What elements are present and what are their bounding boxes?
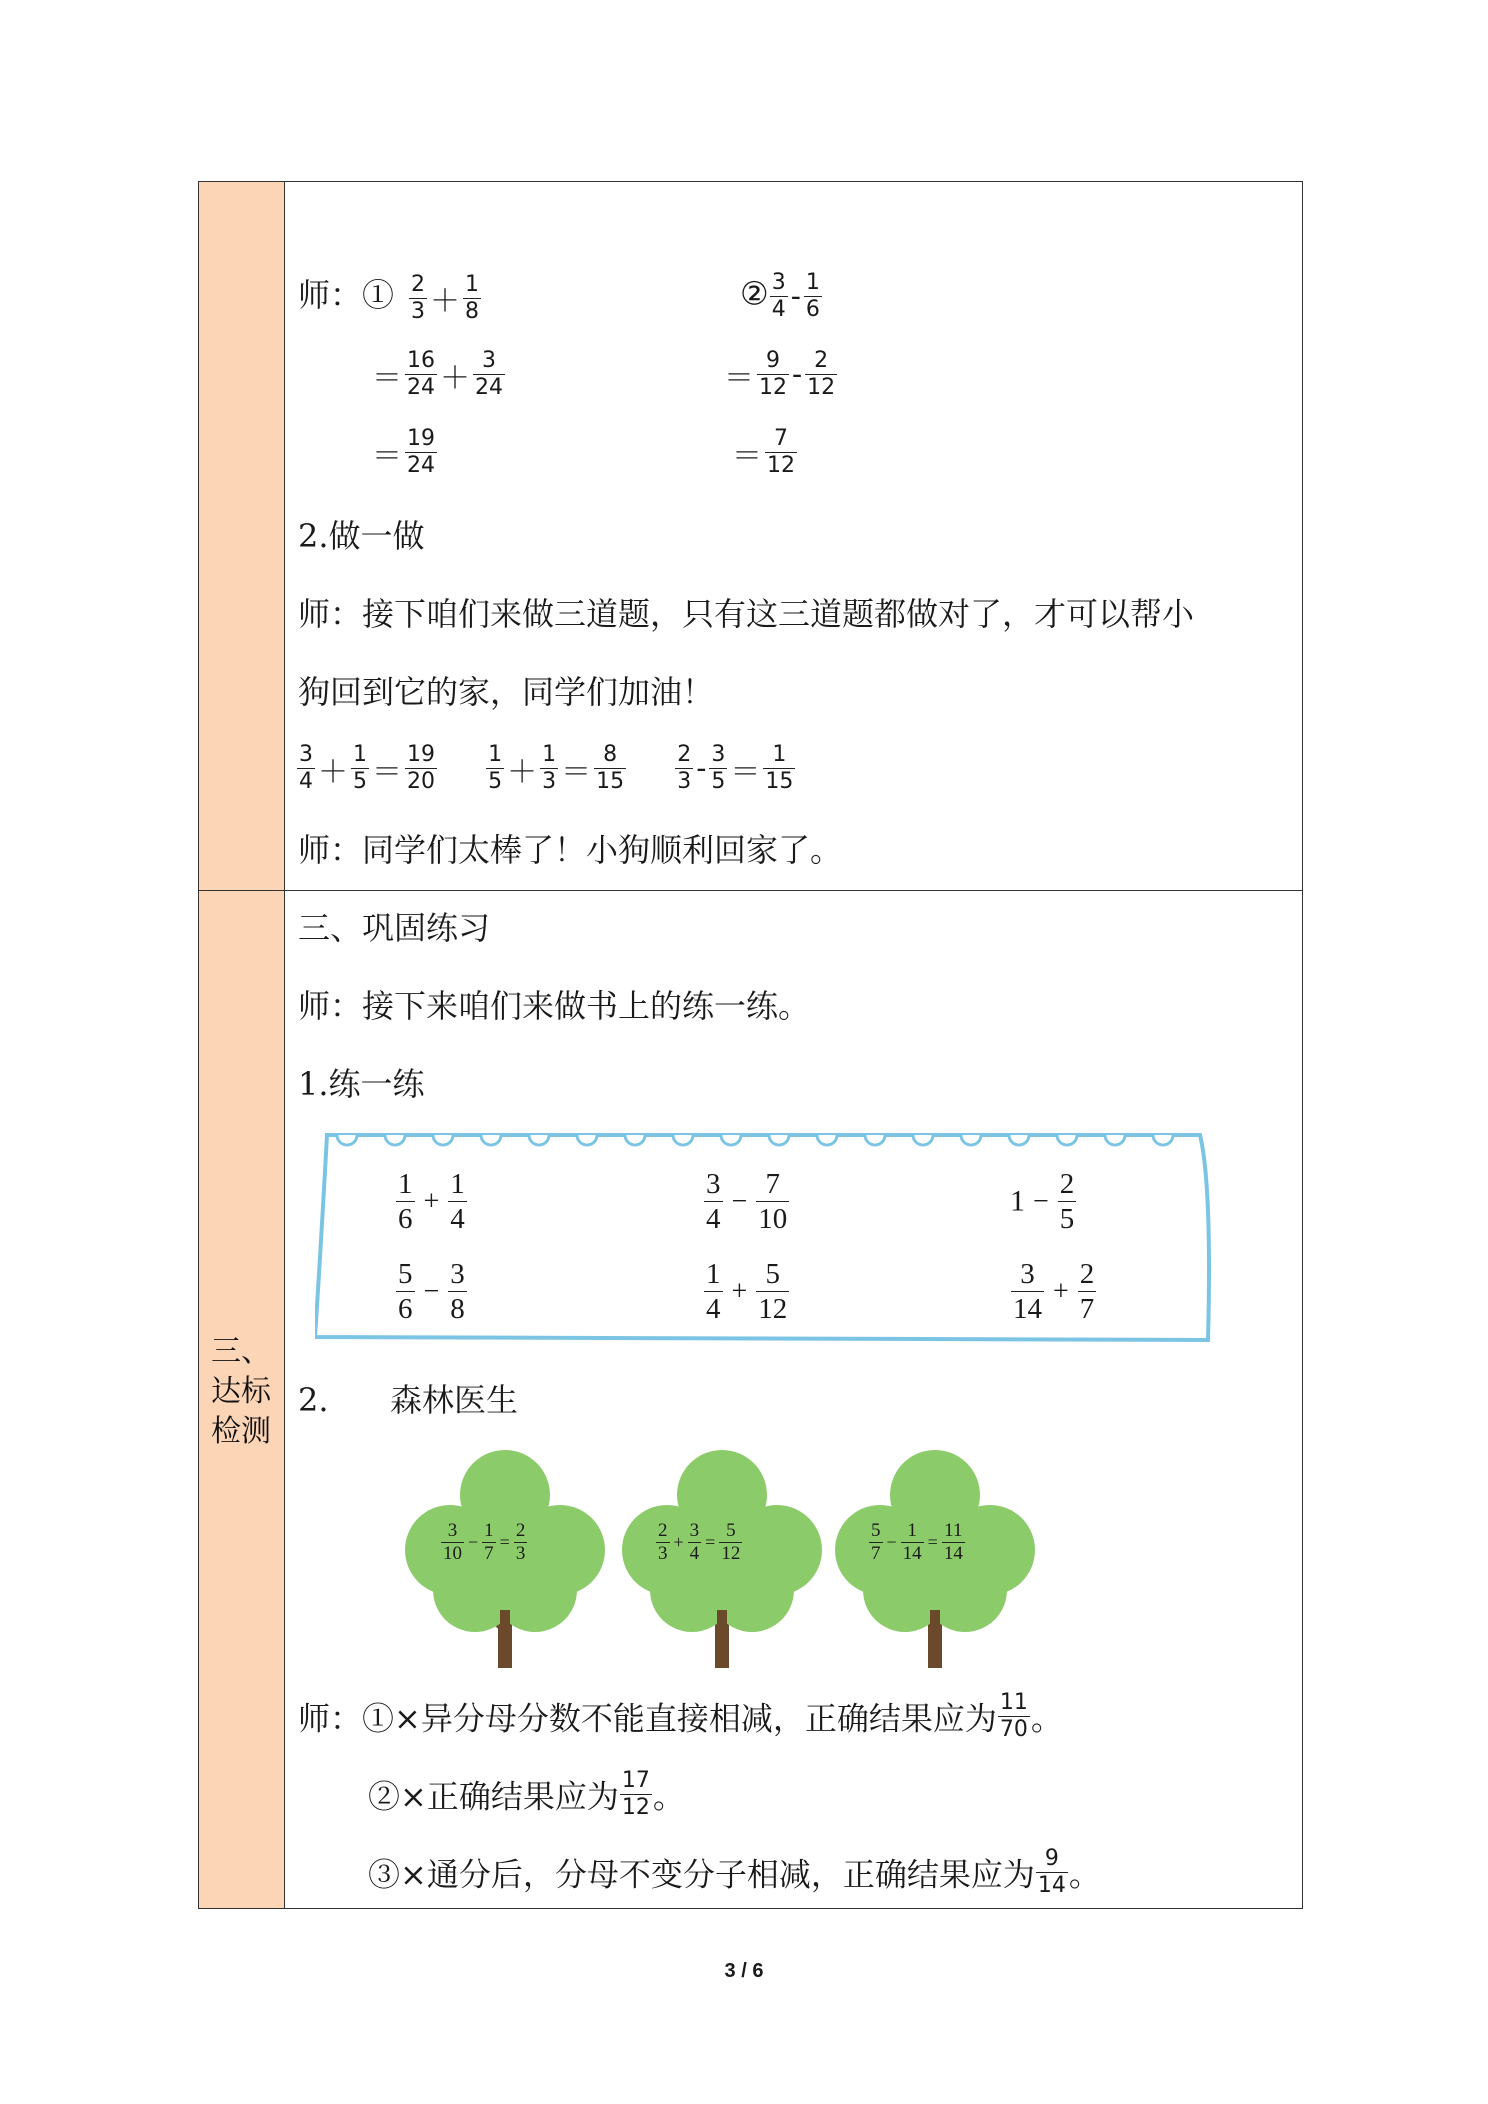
answer-3: ③×通分后，分母不变分子相减，正确结果应为 $\frac{9}{14}$ 。 [368, 1846, 1101, 1898]
example-1-line2: ＝ $\frac{16}{24}$ ＋ $\frac{3}{24}$ [372, 348, 503, 400]
doit-eq-1: $\frac{3}{4}$ ＋ $\frac{1}{5}$ ＝ $\frac{19}{20}$ [299, 742, 435, 794]
practice-frame [315, 1125, 1220, 1350]
section-intro: 师：接下来咱们来做书上的练一练。 [298, 987, 811, 1025]
section-heading: 三、巩固练习 [298, 909, 491, 947]
row-divider [199, 890, 1302, 891]
doit-eq-3: $\frac{2}{3}$ - $\frac{3}{5}$ ＝ $\frac{1}{15}$ [677, 742, 794, 794]
example-1-line1: 师：① $\frac{2}{3}$ ＋ $\frac{1}{8}$ [298, 271, 480, 324]
doit-line1: 师：接下咱们来做三道题，只有这三道题都做对了，才可以帮小 [298, 595, 1195, 633]
tree-2-equation: $\frac{2}{3}$ + $\frac{3}{4}$ = $\frac{5}{12}$ [658, 1520, 741, 1564]
example-1-line3: ＝ $\frac{19}{24}$ [372, 426, 435, 478]
doit-heading: 2.做一做 [298, 517, 425, 555]
doit-eq-2: $\frac{1}{5}$ ＋ $\frac{1}{3}$ ＝ $\frac{8}{15}$ [488, 742, 625, 794]
trees-illustration [400, 1450, 1040, 1670]
practice-item-6: $\frac{3}{14}$ + $\frac{2}{7}$ [1013, 1258, 1095, 1325]
page-number: 3 / 6 [724, 1960, 764, 1982]
doctor-title: 森林医生 [390, 1381, 519, 1419]
section-label: 三、 达标 检测 [211, 1334, 271, 1449]
doit-line2: 狗回到它的家，同学们加油！ [298, 673, 715, 711]
practice-item-5: $\frac{1}{4}$ + $\frac{5}{12}$ [706, 1258, 788, 1325]
practice-item-2: $\frac{3}{4}$ − $\frac{7}{10}$ [706, 1168, 788, 1235]
example-2-line3: ＝ $\frac{7}{12}$ [732, 426, 795, 478]
answer-1: 师：①×异分母分数不能直接相减，正确结果应为 $\frac{11}{70}$ 。 [298, 1690, 1063, 1742]
stage-column [199, 182, 285, 1908]
tree-3-equation: $\frac{5}{7}$ − $\frac{1}{14}$ = $\frac{11}{14}$ [871, 1520, 963, 1564]
praise-text: 师：同学们太棒了！小狗顺利回家了。 [298, 831, 843, 869]
example-2-line1: ② $\frac{3}{4}$ - $\frac{1}{6}$ [740, 270, 820, 322]
practice-item-1: $\frac{1}{6}$ + $\frac{1}{4}$ [398, 1168, 465, 1235]
tree-1-equation: $\frac{3}{10}$ − $\frac{1}{7}$ = $\frac{2}{3}$ [443, 1520, 526, 1564]
doit-equations [296, 742, 796, 795]
example-2-line2: ＝ $\frac{9}{12}$ - $\frac{2}{12}$ [724, 348, 836, 400]
doctor-number: 2. [298, 1381, 329, 1419]
practice-heading: 1.练一练 [298, 1065, 425, 1103]
answer-2: ②×正确结果应为 $\frac{17}{12}$ 。 [368, 1768, 685, 1820]
practice-item-3: 1 − $\frac{2}{5}$ [1010, 1168, 1075, 1235]
practice-item-4: $\frac{5}{6}$ − $\frac{3}{8}$ [398, 1258, 465, 1325]
